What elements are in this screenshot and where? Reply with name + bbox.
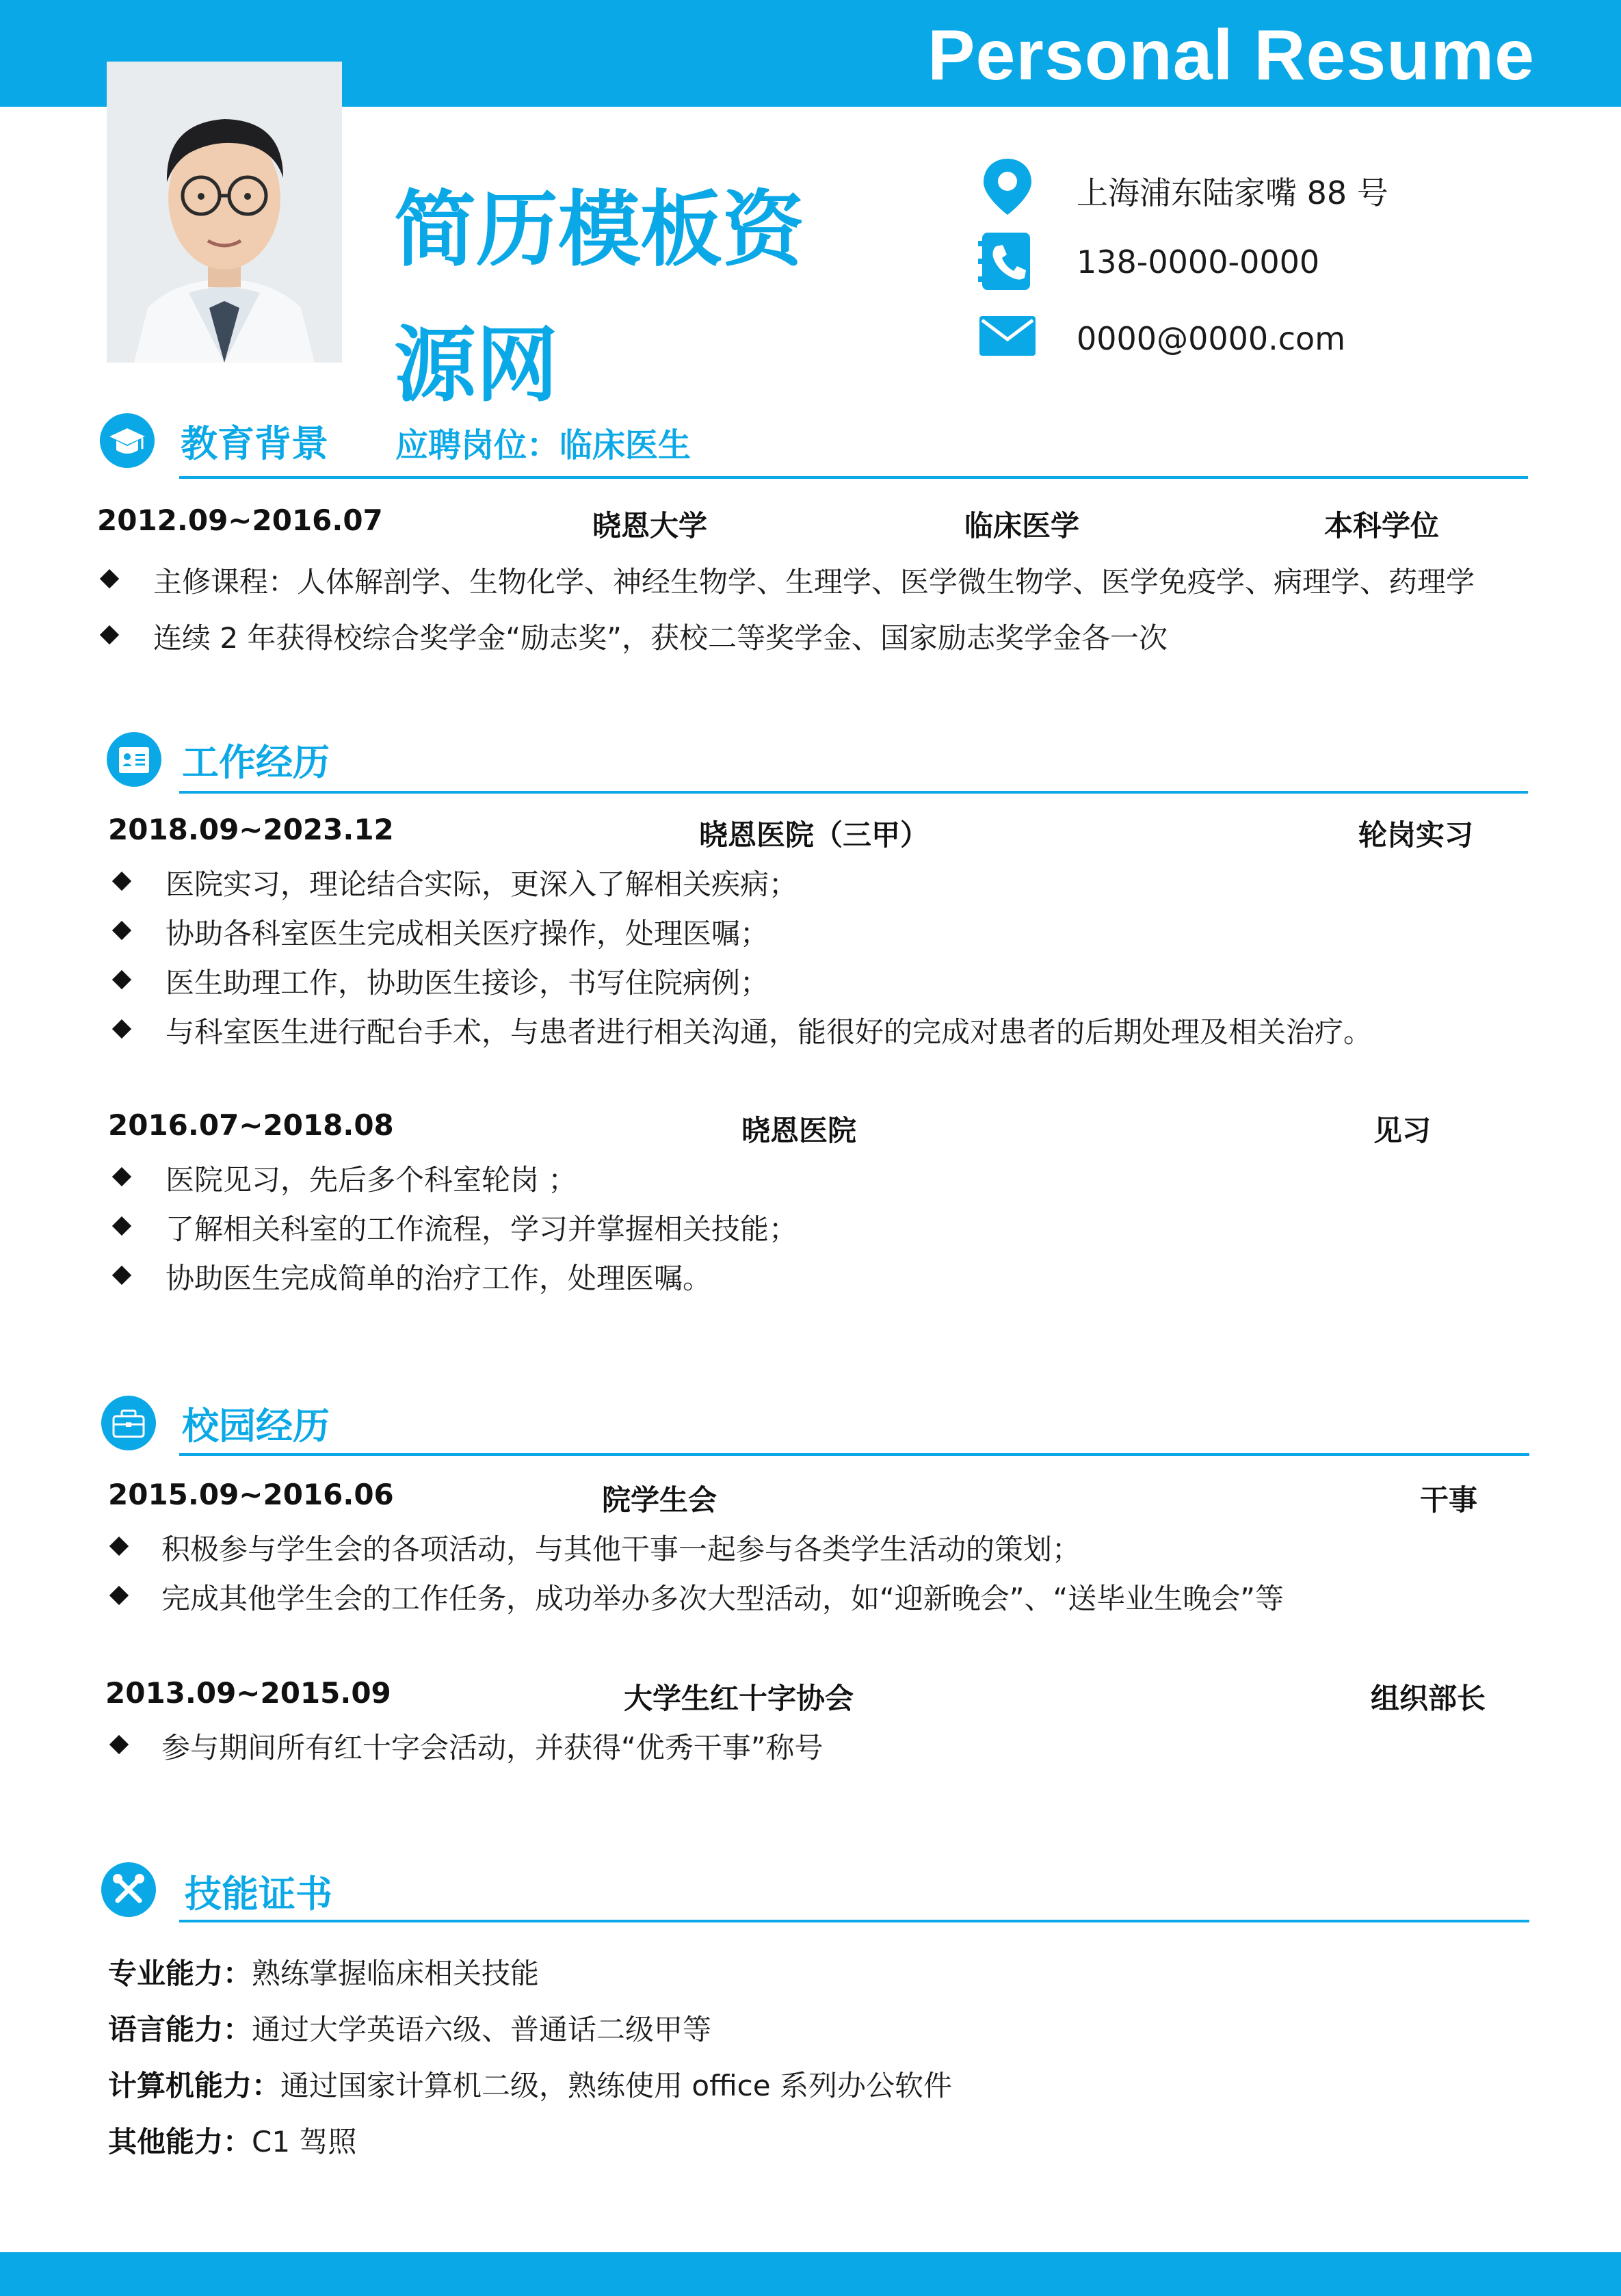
list-item: 医生助理工作，协助医生接诊，书写住院病例； (166, 966, 769, 1000)
contact-address (978, 156, 1525, 224)
job-org: 晓恩医院 (741, 1114, 857, 1147)
bullet-diamond-icon (112, 1266, 131, 1285)
edu-period: 2012.09~2016.07 (97, 504, 383, 537)
bullet-diamond-icon (112, 970, 131, 989)
edu-school: 晓恩大学 (592, 509, 708, 543)
profile-photo (107, 62, 342, 363)
skill-value: C1 驾照 (252, 2125, 357, 2158)
job-period: 2016.07~2018.08 (108, 1108, 394, 1142)
list-item: 主修课程：人体解剖学、生物化学、神经生物学、生理学、医学微生物学、医学免疫学、病理学、药理学 (153, 565, 1475, 599)
skill-value: 熟练掌握临床相关技能 (252, 1957, 540, 1990)
contact-email (978, 308, 1525, 376)
bullet-diamond-icon (112, 921, 131, 940)
list-item: 参与期间所有红十字会活动，并获得“优秀干事”称号 (161, 1731, 823, 1764)
bullet-diamond-icon (109, 1537, 129, 1556)
phone-book-icon (978, 231, 1037, 293)
bullet-diamond-icon (112, 1019, 131, 1039)
banner-title: Personal Resume (927, 16, 1535, 95)
skill-value: 通过国家计算机二级，熟练使用 office 系列办公软件 (280, 2069, 952, 2102)
person-portrait-icon (107, 62, 342, 363)
section-title-skills: 技能证书 (185, 1873, 332, 1916)
bullet-diamond-icon (100, 625, 119, 644)
briefcase-icon (101, 1396, 156, 1450)
bullet-diamond-icon (112, 1167, 131, 1186)
footer-band (0, 2252, 1621, 2296)
campus-org: 院学生会 (602, 1483, 717, 1517)
contact-phone (978, 231, 1525, 300)
list-item: 与科室医生进行配台手术，与患者进行相关沟通，能很好的完成对患者的后期处理及相关治疗。 (166, 1015, 1373, 1049)
job-role: 轮岗实习 (1358, 818, 1474, 852)
job-period: 2018.09~2023.12 (108, 813, 394, 846)
list-item: 协助医生完成简单的治疗工作，处理医嘱。 (166, 1262, 712, 1295)
candidate-name (394, 163, 832, 434)
graduation-cap-icon (100, 413, 155, 468)
email-text: 0000@0000.com (1077, 320, 1345, 357)
skill-value: 通过大学英语六级、普通话二级甲等 (252, 2013, 712, 2046)
bullet-diamond-icon (112, 1216, 131, 1236)
skill-label: 专业能力： (108, 1957, 252, 1990)
edu-degree: 本科学位 (1324, 509, 1440, 543)
list-item: 医院见习，先后多个科室轮岗 ； (166, 1163, 577, 1197)
skill-label: 其他能力： (108, 2125, 252, 2158)
list-item: 连续 2 年获得校综合奖学金“励志奖”，获校二等奖学金、国家励志奖学金各一次 (153, 621, 1168, 655)
campus-period: 2013.09~2015.09 (105, 1676, 391, 1710)
skill-row (108, 2119, 356, 2161)
list-item: 协助各科室医生完成相关医疗操作，处理医嘱； (166, 917, 769, 950)
list-item: 医院实习，理论结合实际，更深入了解相关疾病； (166, 867, 798, 901)
campus-org: 大学生红十字协会 (624, 1682, 854, 1715)
envelope-icon (978, 308, 1037, 369)
skill-row (108, 2007, 711, 2048)
tools-icon (101, 1862, 156, 1917)
section-title-campus: 校园经历 (182, 1405, 330, 1448)
name-line-1: 简历模板资 (394, 183, 804, 278)
skill-label: 语言能力： (108, 2013, 252, 2046)
section-divider (179, 476, 1528, 479)
phone-text: 138-0000-0000 (1077, 244, 1320, 281)
list-item: 积极参与学生会的各项活动，与其他干事一起参与各类学生活动的策划； (161, 1532, 1081, 1566)
campus-role: 组织部长 (1371, 1682, 1486, 1715)
address-text: 上海浦东陆家嘴 88 号 (1077, 174, 1388, 211)
name-line-2: 源网 (394, 318, 558, 413)
list-item: 了解相关科室的工作流程，学习并掌握相关技能； (166, 1212, 798, 1246)
skill-label: 计算机能力： (108, 2069, 281, 2102)
section-title-education: 教育背景 (181, 422, 328, 465)
campus-role: 干事 (1420, 1483, 1478, 1517)
section-title-work: 工作经历 (182, 741, 330, 784)
bullet-diamond-icon (109, 1735, 129, 1754)
bullet-diamond-icon (100, 569, 119, 588)
bullet-diamond-icon (109, 1586, 129, 1605)
bullet-diamond-icon (112, 872, 131, 891)
skill-row (108, 2063, 952, 2104)
section-divider (179, 791, 1528, 794)
location-pin-icon (978, 156, 1037, 218)
skill-row (108, 1951, 539, 1992)
section-divider (179, 1920, 1529, 1922)
list-item: 完成其他学生会的工作任务，成功举办多次大型活动，如“迎新晚会”、“送毕业生晚会”等 (161, 1582, 1284, 1615)
job-org: 晓恩医院（三甲） (699, 818, 930, 852)
edu-major: 临床医学 (964, 509, 1080, 543)
campus-period: 2015.09~2016.06 (108, 1478, 394, 1511)
section-divider (179, 1453, 1529, 1456)
id-card-icon (107, 732, 161, 787)
job-role: 见习 (1373, 1114, 1432, 1147)
position-applied: 应聘岗位：临床医生 (395, 426, 691, 465)
